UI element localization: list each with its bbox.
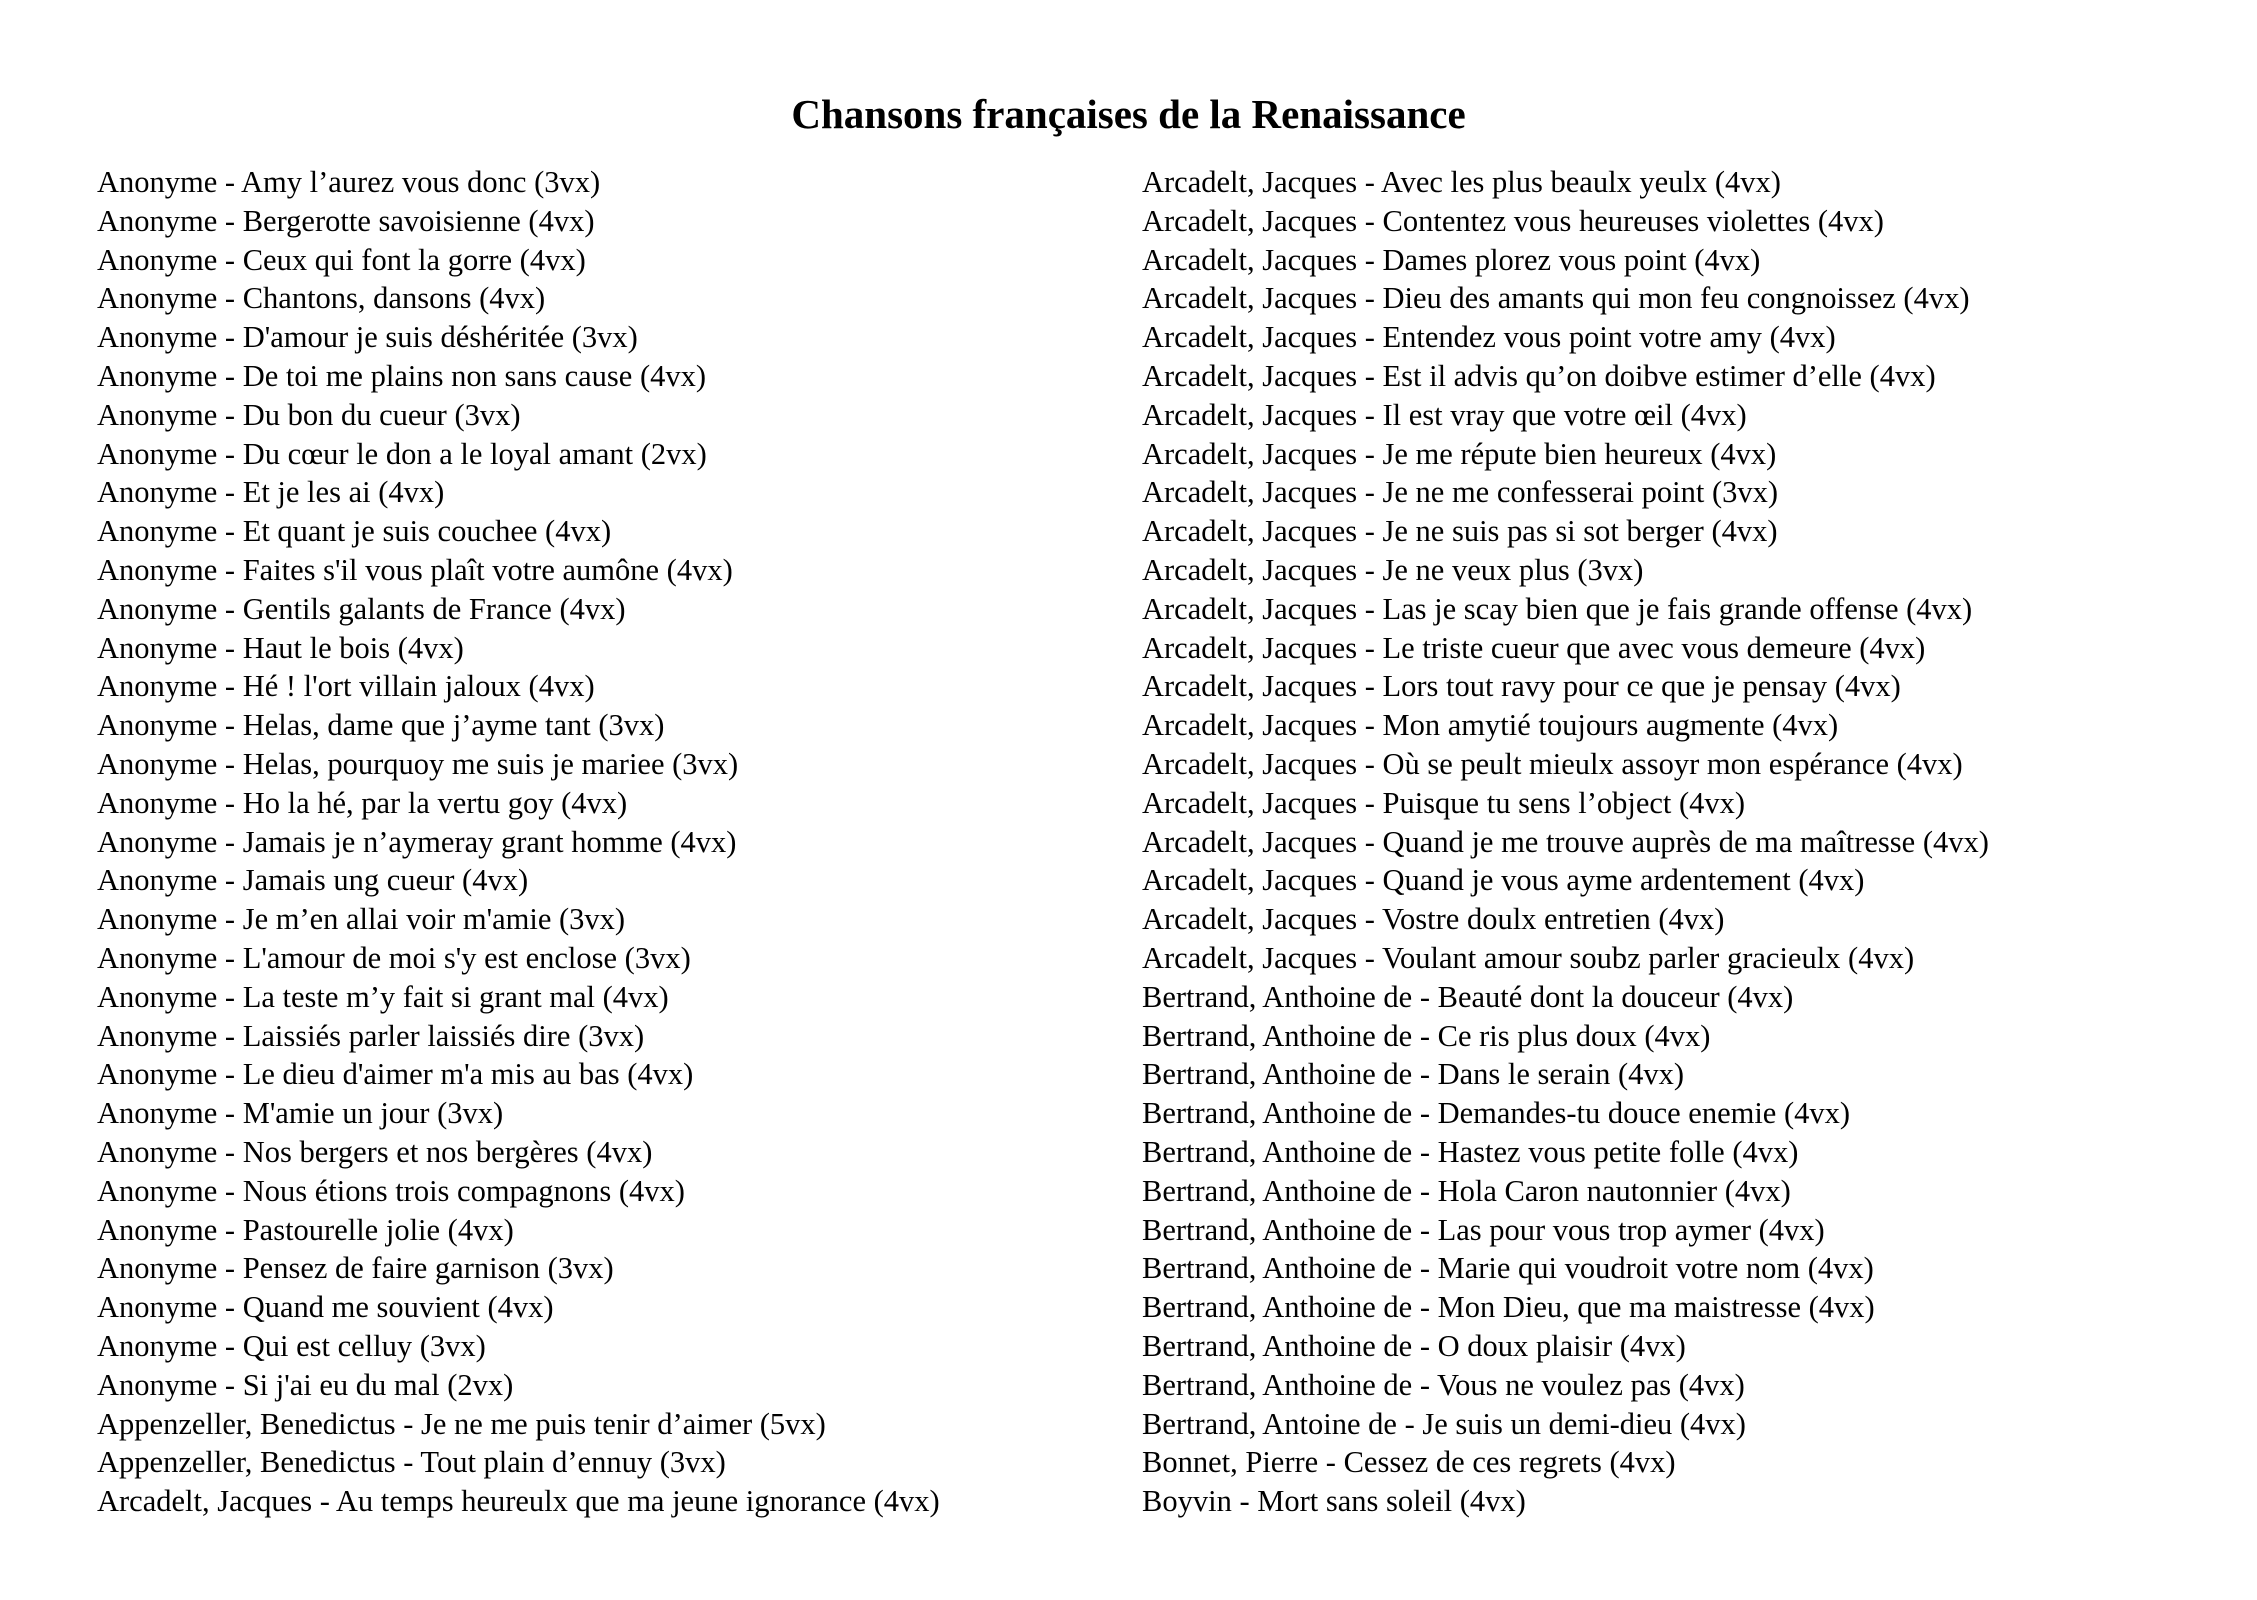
song-entry: Arcadelt, Jacques - Entendez vous point votre amy (4vx) xyxy=(1142,320,1836,355)
song-entry: Bertrand, Antoine de - Je suis un demi-dieu (4vx) xyxy=(1142,1406,1746,1441)
song-entry: Anonyme - Du bon du cueur (3vx) xyxy=(97,397,521,432)
song-entry: Anonyme - Qui est celluy (3vx) xyxy=(97,1328,486,1363)
song-entry: Bertrand, Anthoine de - Hastez vous petite folle (4vx) xyxy=(1142,1134,1799,1169)
song-entry: Arcadelt, Jacques - Puisque tu sens l’object (4vx) xyxy=(1142,785,1746,820)
song-entry: Anonyme - Laissiés parler laissiés dire (3vx) xyxy=(97,1018,645,1053)
song-entry: Bertrand, Anthoine de - Marie qui voudroit votre nom (4vx) xyxy=(1142,1251,1874,1286)
song-entry: Anonyme - Helas, pourquoy me suis je mariee (3vx) xyxy=(97,746,739,781)
song-entry: Bertrand, Anthoine de - Las pour vous trop aymer (4vx) xyxy=(1142,1212,1825,1247)
song-entry: Anonyme - Quand me souvient (4vx) xyxy=(97,1290,554,1325)
song-entry: Bertrand, Anthoine de - O doux plaisir (4vx) xyxy=(1142,1328,1686,1363)
song-entry: Anonyme - Bergerotte savoisienne (4vx) xyxy=(97,203,595,238)
song-entry: Anonyme - Helas, dame que j’ayme tant (3vx) xyxy=(97,708,665,743)
song-entry: Arcadelt, Jacques - Je me répute bien heureux (4vx) xyxy=(1142,436,1777,471)
song-entry: Anonyme - Haut le bois (4vx) xyxy=(97,630,464,665)
song-entry: Bertrand, Anthoine de - Mon Dieu, que ma maistresse (4vx) xyxy=(1142,1290,1875,1325)
song-list-left-column xyxy=(97,163,940,1521)
song-entry: Arcadelt, Jacques - Je ne suis pas si sot berger (4vx) xyxy=(1142,514,1778,549)
song-entry: Boyvin - Mort sans soleil (4vx) xyxy=(1142,1484,1526,1519)
song-entry: Anonyme - De toi me plains non sans cause (4vx) xyxy=(97,358,707,393)
song-entry: Arcadelt, Jacques - Le triste cueur que avec vous demeure (4vx) xyxy=(1142,630,1926,665)
song-entry: Bertrand, Anthoine de - Demandes-tu douce enemie (4vx) xyxy=(1142,1096,1851,1131)
song-entry: Arcadelt, Jacques - Contentez vous heureuses violettes (4vx) xyxy=(1142,203,1884,238)
song-entry: Arcadelt, Jacques - Voulant amour soubz parler gracieulx (4vx) xyxy=(1142,940,1915,975)
song-entry: Bertrand, Anthoine de - Dans le serain (4vx) xyxy=(1142,1057,1685,1092)
song-entry: Anonyme - Nous étions trois compagnons (4vx) xyxy=(97,1173,685,1208)
song-entry: Bertrand, Anthoine de - Ce ris plus doux (4vx) xyxy=(1142,1018,1711,1053)
song-entry: Arcadelt, Jacques - Las je scay bien que je fais grande offense (4vx) xyxy=(1142,591,1973,626)
song-entry: Bonnet, Pierre - Cessez de ces regrets (4vx) xyxy=(1142,1445,1676,1480)
page-title: Chansons françaises de la Renaissance xyxy=(791,91,1466,137)
song-entry: Arcadelt, Jacques - Je ne me confesserai point (3vx) xyxy=(1142,475,1779,510)
song-entry: Anonyme - Pensez de faire garnison (3vx) xyxy=(97,1251,614,1286)
song-entry: Arcadelt, Jacques - Vostre doulx entretien (4vx) xyxy=(1142,902,1725,937)
song-entry: Anonyme - D'amour je suis déshéritée (3vx) xyxy=(97,320,638,355)
song-entry: Arcadelt, Jacques - Lors tout ravy pour ce que je pensay (4vx) xyxy=(1142,669,1901,704)
song-entry: Arcadelt, Jacques - Mon amytié toujours augmente (4vx) xyxy=(1142,708,1839,743)
song-entry: Anonyme - L'amour de moi s'y est enclose (3vx) xyxy=(97,940,691,975)
song-entry: Anonyme - Nos bergers et nos bergères (4vx) xyxy=(97,1134,653,1169)
song-entry: Arcadelt, Jacques - Quand je me trouve auprès de ma maîtresse (4vx) xyxy=(1142,824,1989,859)
song-entry: Bertrand, Anthoine de - Hola Caron nautonnier (4vx) xyxy=(1142,1173,1791,1208)
song-entry: Anonyme - Je m’en allai voir m'amie (3vx) xyxy=(97,902,626,937)
song-entry: Arcadelt, Jacques - Avec les plus beaulx yeulx (4vx) xyxy=(1142,165,1781,199)
song-entry: Arcadelt, Jacques - Il est vray que votre œil (4vx) xyxy=(1142,397,1747,432)
song-entry: Anonyme - La teste m’y fait si grant mal (4vx) xyxy=(97,979,669,1014)
song-entry: Anonyme - Faites s'il vous plaît votre aumône (4vx) xyxy=(97,552,733,587)
song-entry: Arcadelt, Jacques - Au temps heureulx que ma jeune ignorance (4vx) xyxy=(97,1484,940,1519)
song-entry: Anonyme - Jamais je n’aymeray grant homme (4vx) xyxy=(97,824,737,859)
song-list-right-column xyxy=(1142,163,1989,1521)
song-entry: Anonyme - Chantons, dansons (4vx) xyxy=(97,281,546,316)
song-entry: Anonyme - M'amie un jour (3vx) xyxy=(97,1096,504,1131)
song-entry: Anonyme - Ceux qui font la gorre (4vx) xyxy=(97,242,586,277)
song-entry: Arcadelt, Jacques - Dames plorez vous point (4vx) xyxy=(1142,242,1761,277)
song-entry: Anonyme - Gentils galants de France (4vx) xyxy=(97,591,626,626)
song-entry: Arcadelt, Jacques - Dieu des amants qui mon feu congnoissez (4vx) xyxy=(1142,281,1970,316)
song-entry: Appenzeller, Benedictus - Tout plain d’ennuy (3vx) xyxy=(97,1445,726,1480)
song-entry: Arcadelt, Jacques - Je ne veux plus (3vx) xyxy=(1142,552,1644,587)
song-entry: Arcadelt, Jacques - Où se peult mieulx assoyr mon espérance (4vx) xyxy=(1142,746,1963,781)
song-entry: Anonyme - Jamais ung cueur (4vx) xyxy=(97,863,529,898)
song-entry: Anonyme - Et je les ai (4vx) xyxy=(97,475,445,510)
song-entry: Anonyme - Et quant je suis couchee (4vx) xyxy=(97,514,612,549)
song-entry: Arcadelt, Jacques - Est il advis qu’on doibve estimer d’elle (4vx) xyxy=(1142,358,1936,393)
song-entry: Bertrand, Anthoine de - Vous ne voulez pas (4vx) xyxy=(1142,1367,1745,1402)
song-entry: Appenzeller, Benedictus - Je ne me puis tenir d’aimer (5vx) xyxy=(97,1406,826,1441)
song-entry: Anonyme - Si j'ai eu du mal (2vx) xyxy=(97,1367,514,1402)
song-entry: Arcadelt, Jacques - Quand je vous ayme ardentement (4vx) xyxy=(1142,863,1865,898)
song-entry: Anonyme - Amy l’aurez vous donc (3vx) xyxy=(97,165,601,199)
song-entry: Anonyme - Hé ! l'ort villain jaloux (4vx) xyxy=(97,669,595,704)
song-entry: Anonyme - Le dieu d'aimer m'a mis au bas (4vx) xyxy=(97,1057,694,1092)
song-entry: Anonyme - Ho la hé, par la vertu goy (4vx) xyxy=(97,785,628,820)
song-entry: Anonyme - Pastourelle jolie (4vx) xyxy=(97,1212,514,1247)
song-entry: Bertrand, Anthoine de - Beauté dont la douceur (4vx) xyxy=(1142,979,1794,1014)
song-entry: Anonyme - Du cœur le don a le loyal amant (2vx) xyxy=(97,436,707,471)
